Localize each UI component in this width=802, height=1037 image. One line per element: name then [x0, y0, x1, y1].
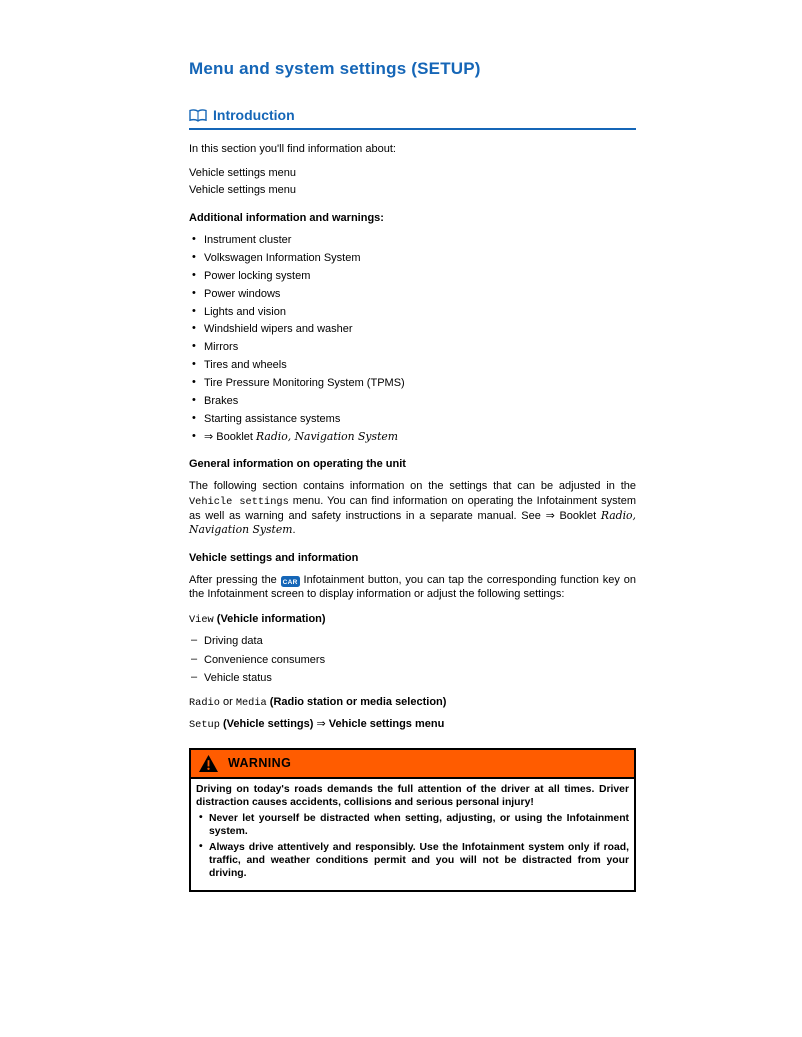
warning-bullets	[196, 812, 629, 880]
menu-line-setup	[189, 717, 636, 732]
list-item	[189, 287, 636, 301]
list-item	[196, 841, 629, 880]
xref-vehicle-settings-menu[interactable]: Vehicle settings menu	[189, 184, 297, 197]
menu-description: (Vehicle settings)	[219, 718, 317, 731]
menu-name-mono: View	[189, 613, 214, 626]
intro-lead-text: In this section you'll find information about:	[189, 143, 396, 156]
menu-name-mono: Radio	[189, 696, 220, 709]
list-item	[189, 376, 636, 390]
list-item	[189, 233, 636, 247]
vehicle-settings-heading: Vehicle settings and information	[189, 551, 359, 564]
menu-description: (Radio station or media selection)	[266, 695, 447, 708]
booklet-reference-prefix: ⇒ Booklet	[545, 510, 601, 523]
list-item-text: Instrument cluster	[204, 233, 292, 246]
manual-page-content	[189, 58, 636, 892]
booklet-reference-title: Radio, Navigation System	[256, 429, 399, 443]
car-infotainment-button-icon	[281, 576, 300, 587]
menu-description: Vehicle settings menu	[328, 718, 445, 731]
list-item-text: Power locking system	[204, 269, 311, 282]
booklet-reference-title: Radio, Navigation System	[189, 509, 636, 537]
booklet-reference-prefix: ⇒ Booklet	[204, 430, 257, 443]
list-item	[189, 340, 636, 354]
list-item-text: Volkswagen Information System	[204, 251, 361, 264]
list-item	[189, 412, 636, 426]
list-item-text: Brakes	[204, 394, 239, 407]
view-options-list	[189, 634, 636, 686]
list-item-text: Starting assistance systems	[204, 412, 341, 425]
list-item	[189, 634, 636, 648]
list-item-text: Never let yourself be distracted when setting, adjusting, or using the Infotainment system.	[209, 812, 629, 837]
list-item-booklet-reference	[189, 430, 636, 444]
warning-intro-text: Driving on today's roads demands the full attention of the driver at all times. Driver distraction causes accidents, collisions and serious personal injury!	[196, 783, 629, 808]
warning-body	[191, 779, 634, 890]
section-heading-introduction	[189, 106, 636, 124]
arrow-text: ⇒	[316, 718, 329, 731]
warning-triangle-icon	[199, 755, 218, 772]
paragraph-text: The following section contains information on the settings that can be adjusted in the	[189, 480, 636, 493]
paragraph-text: menu. You can find information on operating the Infotainment system as well as warning and safety instructions in a separate manual. See	[189, 494, 636, 523]
open-book-icon	[189, 109, 207, 122]
paragraph-text: Infotainment button, you can tap the corresponding function key on the Infotainment screen to display information or adjust the following settings:	[189, 573, 636, 601]
general-info-paragraph	[189, 479, 636, 537]
menu-line-radio-media	[189, 695, 636, 710]
warning-box	[189, 748, 636, 892]
list-item-text: Vehicle status	[204, 672, 272, 685]
additional-info-heading: Additional information and warnings:	[189, 211, 384, 224]
car-button-label: CAR	[282, 578, 298, 586]
list-item	[189, 358, 636, 372]
list-item	[189, 269, 636, 283]
list-item-text: Lights and vision	[204, 305, 286, 318]
page-title: Menu and system settings (SETUP)	[189, 59, 481, 78]
additional-info-list	[189, 233, 636, 444]
warning-header	[191, 750, 634, 779]
menu-name-mono: Vehicle settings	[189, 495, 289, 508]
list-item	[189, 653, 636, 667]
paragraph-text: After pressing the	[189, 573, 281, 586]
list-item	[189, 251, 636, 265]
list-item	[189, 671, 636, 685]
list-item	[196, 812, 629, 838]
list-item-text: Tires and wheels	[204, 359, 287, 372]
list-item-text: Power windows	[204, 287, 281, 300]
list-item-text: Tire Pressure Monitoring System (TPMS)	[204, 377, 405, 390]
list-item-text: Convenience consumers	[204, 653, 326, 666]
general-info-heading: General information on operating the unit	[189, 458, 406, 471]
menu-name-mono: Setup	[189, 719, 220, 732]
section-divider-rule	[189, 128, 636, 130]
list-item-text: Mirrors	[204, 341, 239, 354]
menu-name-mono: Media	[235, 696, 267, 709]
menu-line-view	[189, 612, 636, 627]
menu-description: (Vehicle information)	[213, 612, 326, 625]
list-item-text: Always drive attentively and responsibly. Use the Infotainment system only if road, traffic, and weather conditions permit and you will not be distracted from your driving.	[209, 841, 629, 879]
xref-vehicle-settings-menu[interactable]: Vehicle settings menu	[189, 166, 297, 179]
list-item	[189, 322, 636, 336]
warning-label: WARNING	[228, 755, 292, 770]
paragraph-text: .	[292, 524, 296, 537]
section-heading-label: Introduction	[213, 107, 295, 124]
list-item-text: Windshield wipers and washer	[204, 323, 353, 336]
vehicle-settings-paragraph	[189, 573, 636, 602]
list-item	[189, 305, 636, 319]
list-item	[189, 394, 636, 408]
list-item-text: Driving data	[204, 634, 263, 647]
paragraph-text: or	[219, 695, 236, 708]
